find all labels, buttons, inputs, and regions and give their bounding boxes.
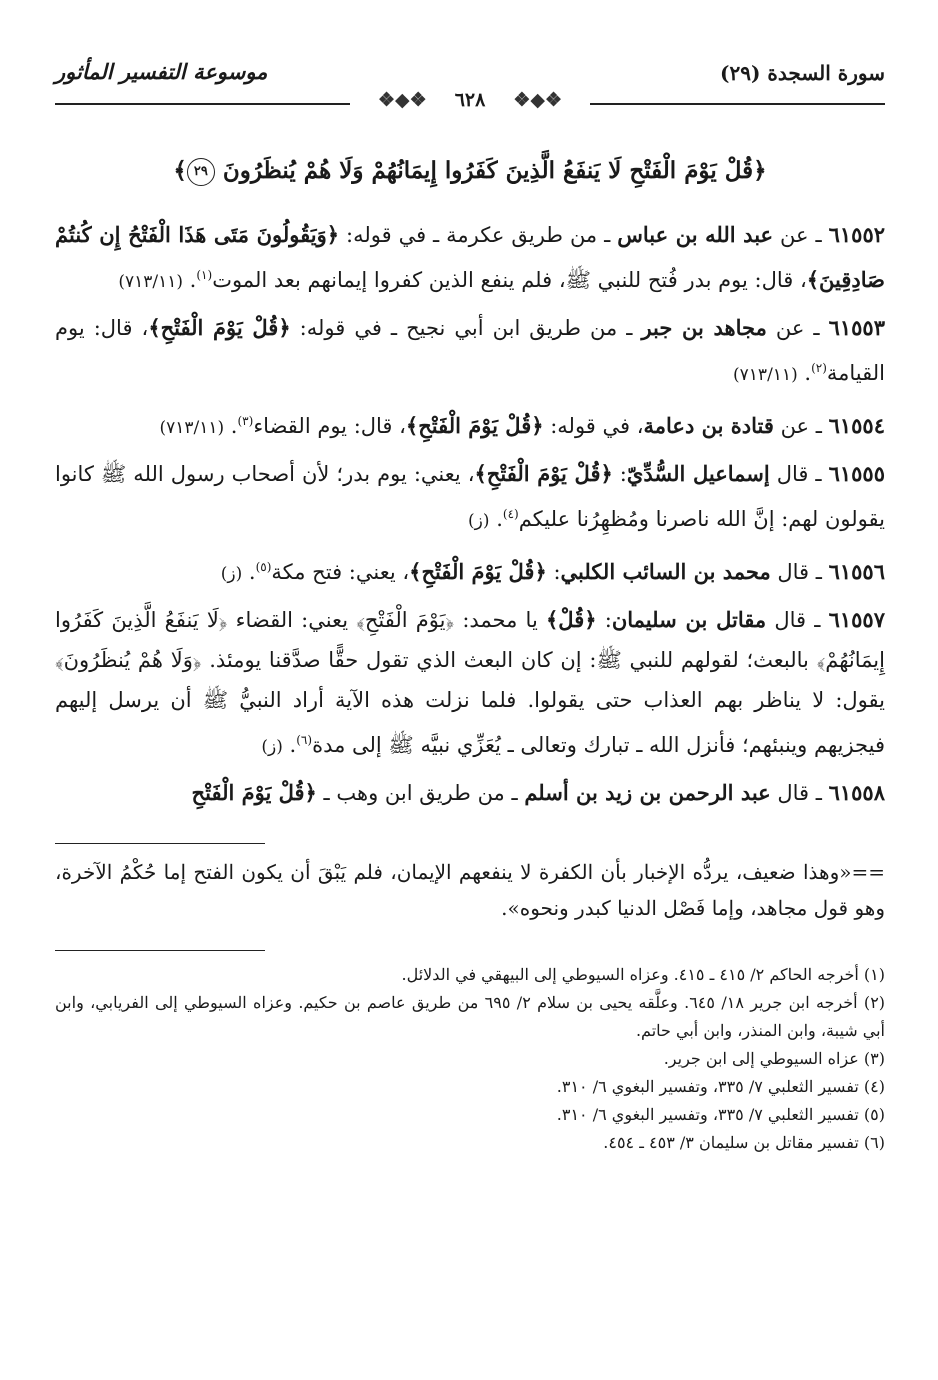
entry-text: : <box>546 560 561 584</box>
entry <box>55 600 885 767</box>
verse-close-bracket: ﴾ <box>173 157 187 184</box>
entry-number: ٦١٥٥٨ <box>828 780 885 805</box>
entry-text: ـ من طريق عكرمة ـ في قوله: <box>339 223 618 247</box>
entry <box>55 401 885 448</box>
footnote-continuation: ==«وهذا ضعيف، يردُّه الإخبار بأن الكفرة لا ينفعهم الإيمان، فلم يَبْقَ أن يكون الفتح إما حُكْمُ الآخرة، وهو قول مجاهد، وإما فَصْل الدنيا كبدر ونحوه». <box>55 860 885 920</box>
narrator-name: مجاهد بن جبر <box>641 315 767 340</box>
narrator-name: عبد الرحمن بن زيد بن أسلم <box>524 780 771 805</box>
footnote-marker[interactable]: (٦) <box>296 733 313 747</box>
footnote-marker[interactable]: (١) <box>196 268 213 282</box>
entry-text: . <box>489 507 503 531</box>
entry-number: ٦١٥٥٣ <box>828 315 885 340</box>
verse-text: ﴿قُلْ يَوْمَ الْفَتْحِ لَا يَنفَعُ الَّذِينَ كَفَرُوا إِيمَانُهُمْ وَلَا هُمْ يُنظَرُونَ <box>222 157 767 184</box>
entry-text: ـ عن <box>773 414 829 438</box>
footnotes-separator <box>55 950 265 951</box>
quran-quote: ﴿وَيَقُولُونَ مَتَى هَذَا الْفَتْحُ إِن كُنتُمْ صَادِقِينَ﴾ <box>55 222 885 292</box>
volume-reference: (ز) <box>220 564 243 584</box>
entry-number: ٦١٥٥٤ <box>828 413 885 438</box>
continuation-separator <box>55 843 265 844</box>
entry-text: ، قال: يوم القيامة <box>55 316 885 385</box>
footnote: (٣) عزاه السيوطي إلى ابن جرير. <box>663 1049 885 1068</box>
narrator-name: إسماعيل السُّدِّيّ <box>626 461 770 486</box>
entry-number: ٦١٥٥٥ <box>828 461 885 486</box>
entry <box>55 547 885 594</box>
footnote-marker[interactable]: (٥) <box>255 560 272 574</box>
volume-reference: (٧١٣/١١) <box>733 365 798 385</box>
footnotes-list <box>55 961 885 1157</box>
entry-text: ـ من طريق ابن وهب ـ <box>316 781 525 805</box>
entry-number: ٦١٥٥٢ <box>828 222 886 247</box>
footnote: (٤) تفسير الثعلبي ٧/ ٣٣٥، وتفسير البغوي ٦/ ٣١٠. <box>556 1077 885 1096</box>
entry <box>55 454 885 541</box>
entry-text: ـ من طريق ابن أبي نجيح ـ في قوله: <box>290 316 642 340</box>
volume-reference: (ز) <box>468 511 490 531</box>
volume-reference: (٧١٣/١١) <box>118 272 183 292</box>
entry-text: ـ قال <box>770 781 829 805</box>
footnote: (٥) تفسير الثعلبي ٧/ ٣٣٥، وتفسير البغوي ٦/ ٣١٠. <box>556 1105 885 1124</box>
quran-quote: ﴿قُلْ يَوْمَ الْفَتْحِ﴾ <box>405 413 544 438</box>
book-page <box>55 55 885 1157</box>
ornament-icon: ❖◆❖ <box>499 89 576 111</box>
narrator-name: محمد بن السائب الكلبي <box>560 559 771 584</box>
entry-text: ، يعني: فتح مكة <box>271 560 410 584</box>
entries-list <box>55 215 885 813</box>
entry-text: : <box>596 608 612 632</box>
entry <box>55 773 885 813</box>
entry-text: . <box>183 268 197 292</box>
footnote-marker[interactable]: (٤) <box>502 507 519 521</box>
quran-quote: ﴿قُلْ يَوْمَ الْفَتْحِ﴾ <box>148 315 291 340</box>
entry-text: ، يعني: يوم بدر؛ لأن أصحاب رسول الله ﷺ كانوا يقولون لهم: إنَّ الله ناصرنا ومُظهِرُنا عليكم <box>55 462 885 531</box>
surah-title: سورة السجدة (٢٩) <box>720 61 885 85</box>
narrator-name: عبد الله بن عباس <box>617 222 774 247</box>
entry <box>55 215 885 302</box>
footnote-marker[interactable]: (٢) <box>811 361 827 375</box>
narrator-name: قتادة بن دعامة <box>643 413 774 438</box>
entry-text: ـ قال <box>766 608 829 632</box>
page-number-box <box>55 89 885 117</box>
entry-number: ٦١٥٥٧ <box>828 607 885 632</box>
entry-text: : <box>612 462 627 486</box>
entry-text: ، في قوله: <box>543 414 644 438</box>
footnote-marker[interactable]: (٣) <box>237 414 254 428</box>
page-number: ٦٢٨ <box>441 89 500 111</box>
book-title: موسوعة التفسير المأثور <box>55 59 268 84</box>
footnote: (٦) تفسير مقاتل بن سليمان ٣/ ٤٥٣ ـ ٤٥٤. <box>603 1133 885 1152</box>
footnote: (١) أخرجه الحاكم ٢/ ٤١٥ ـ ٤١٥. وعزاه السيوطي إلى البيهقي في الدلائل. <box>401 965 885 984</box>
entry-text: . <box>797 361 812 385</box>
entry-text: ـ قال <box>770 560 829 584</box>
entry-text: ، قال: يوم القضاء <box>253 414 406 438</box>
entry-text: ـ قال <box>769 462 829 486</box>
quran-verse <box>55 151 885 191</box>
ornament-icon: ❖◆❖ <box>364 89 441 111</box>
quran-quote: ﴿قُلْ﴾ <box>545 607 597 632</box>
quran-quote: ﴿قُلْ يَوْمَ الْفَتْحِ﴾ <box>474 461 613 486</box>
entry-text: ـ عن <box>766 316 829 340</box>
narrator-name: مقاتل بن سليمان <box>611 607 767 632</box>
entry-text: . <box>224 414 238 438</box>
quran-quote: ﴿قُلْ يَوْمَ الْفَتْحِ <box>191 780 317 805</box>
entry-text: ، قال: يوم بدر فُتح للنبي ﷺ، فلم ينفع الذين كفروا إيمانهم بعد الموت <box>212 268 807 292</box>
entry-number: ٦١٥٥٦ <box>828 559 885 584</box>
entry-text: . <box>282 733 297 757</box>
volume-reference: (ز) <box>261 737 283 757</box>
footnote: (٢) أخرجه ابن جرير ١٨/ ٦٤٥. وعلَّقه يحيى بن سلام ٢/ ٦٩٥ من طريق عاصم بن حكيم. وعزاه السيوطي إلى الفريابي، وابن أبي شيبة، وابن المنذر، وابن أبي حاتم. <box>55 993 886 1040</box>
entry-text: . <box>242 560 256 584</box>
verse-number: ٢٩ <box>187 158 215 186</box>
volume-reference: (٧١٣/١١) <box>159 418 225 438</box>
quran-quote: ﴿قُلْ يَوْمَ الْفَتْحِ﴾ <box>409 559 547 584</box>
entry-text: ـ عن <box>773 223 829 247</box>
entry-text: يا محمد: ﴿يَوْمَ الْفَتْحِ﴾ يعني: القضاء ﴿لَا يَنفَعُ الَّذِينَ كَفَرُوا إِيمَانُهُمْ﴾ بالبعث؛ لقولهم للنبي ﷺ: إن كان البعث الذي تقول حقًّا صدَّقنا يومئذ. ﴿وَلَا هُمْ يُنظَرُونَ﴾ يقول: لا يناظر بهم العذاب حتى يقولوا. فلما نزلت هذه الآية أراد النبيُّ ﷺ أن يرسل إليهم فيجزيهم وينبئهم؛ فأنزل الله ـ تبارك وتعالى ـ يُعَزِّي نبيَّه ﷺ إلى مدة <box>55 608 885 757</box>
entry <box>55 308 885 395</box>
